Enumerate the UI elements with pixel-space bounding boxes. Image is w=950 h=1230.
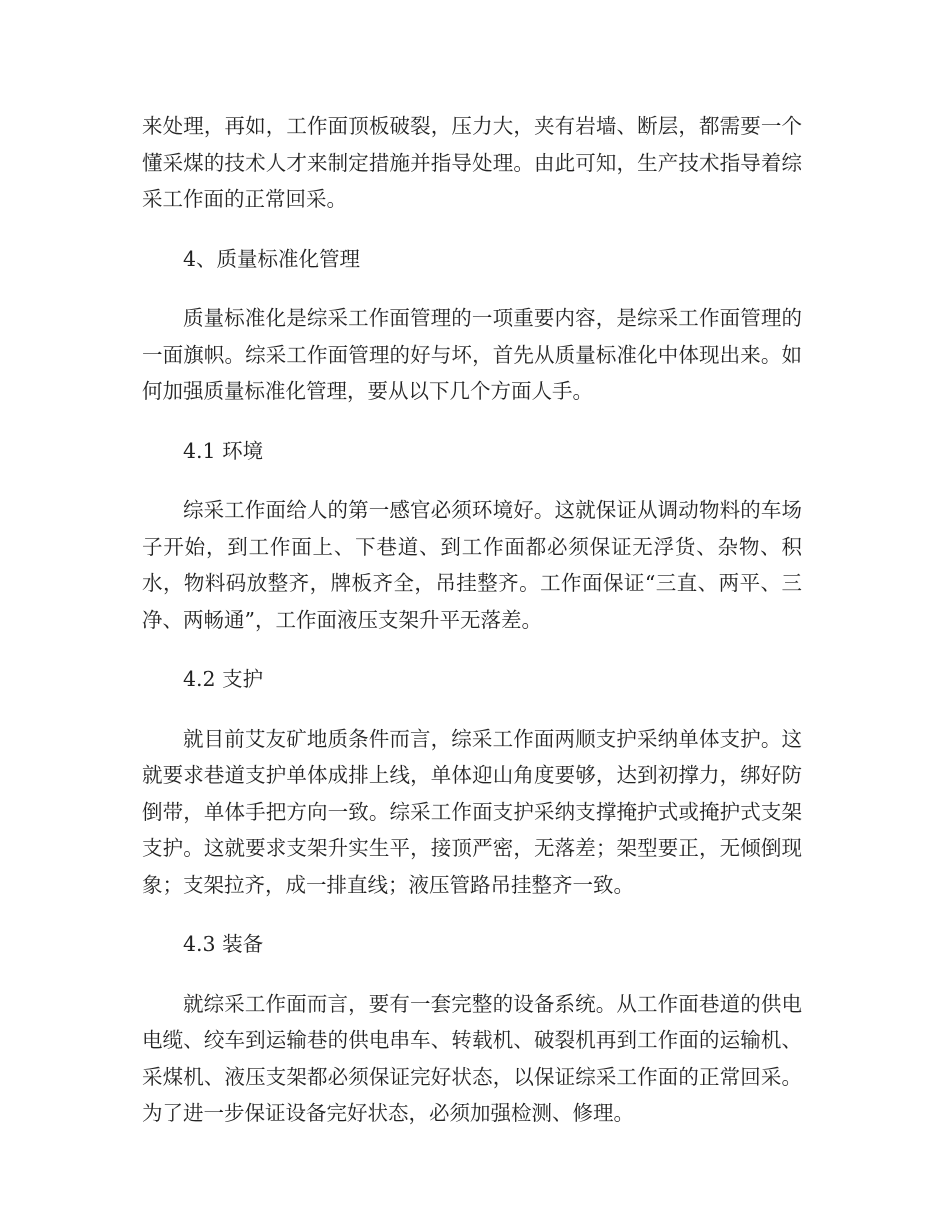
section-heading-4-2: 4.2 支护 <box>183 667 264 691</box>
document-body <box>142 108 802 1155</box>
paragraph-equipment: 就综采工作面而言，要有一套完整的设备系统。从工作面巷道的供电电缆、绞车到运输巷的供电串车、转载机、破裂机再到工作面的运输机、采煤机、液压支架都必须保证完好状态，以保证综采工作面的正常回采。为了进一步保证设备完好状态，必须加强检测、修理。 <box>142 991 802 1125</box>
paragraph-environment: 综采工作面给人的第一感官必须环境好。这就保证从调动物料的车场子开始，到工作面上、下巷道、到工作面都必须保证无浮货、杂物、积水，物料码放整齐，牌板齐全，吊挂整齐。工作面保证“三直、两平、三净、两畅通”，工作面液压支架升平无落差。 <box>142 498 802 632</box>
paragraph-quality-standard: 质量标准化是综采工作面管理的一项重要内容，是综采工作面管理的一面旗帜。综采工作面管理的好与坏，首先从质量标准化中体现出来。如何加强质量标准化管理，要从以下几个方面人手。 <box>142 306 802 403</box>
section-heading-4: 4、质量标准化管理 <box>183 246 361 271</box>
paragraph-continued: 来处理，再如，工作面顶板破裂，压力大，夹有岩墙、断层，都需要一个懂采煤的技术人才来制定措施并指导处理。由此可知，生产技术指导着综采工作面的正常回采。 <box>142 114 802 211</box>
section-heading-4-3: 4.3 装备 <box>183 932 264 956</box>
paragraph-support: 就目前艾友矿地质条件而言，综采工作面两顺支护采纳单体支护。这就要求巷道支护单体成排上线，单体迎山角度要够，达到初撑力，绑好防倒带，单体手把方向一致。综采工作面支护采纳支撑掩护式或掩护式支架支护。这就要求支架升实生平，接顶严密，无落差；架型要正，无倾倒现象；支架拉齐，成一排直线；液压管路吊挂整齐一致。 <box>142 726 802 897</box>
section-heading-4-1: 4.1 环境 <box>183 438 264 463</box>
